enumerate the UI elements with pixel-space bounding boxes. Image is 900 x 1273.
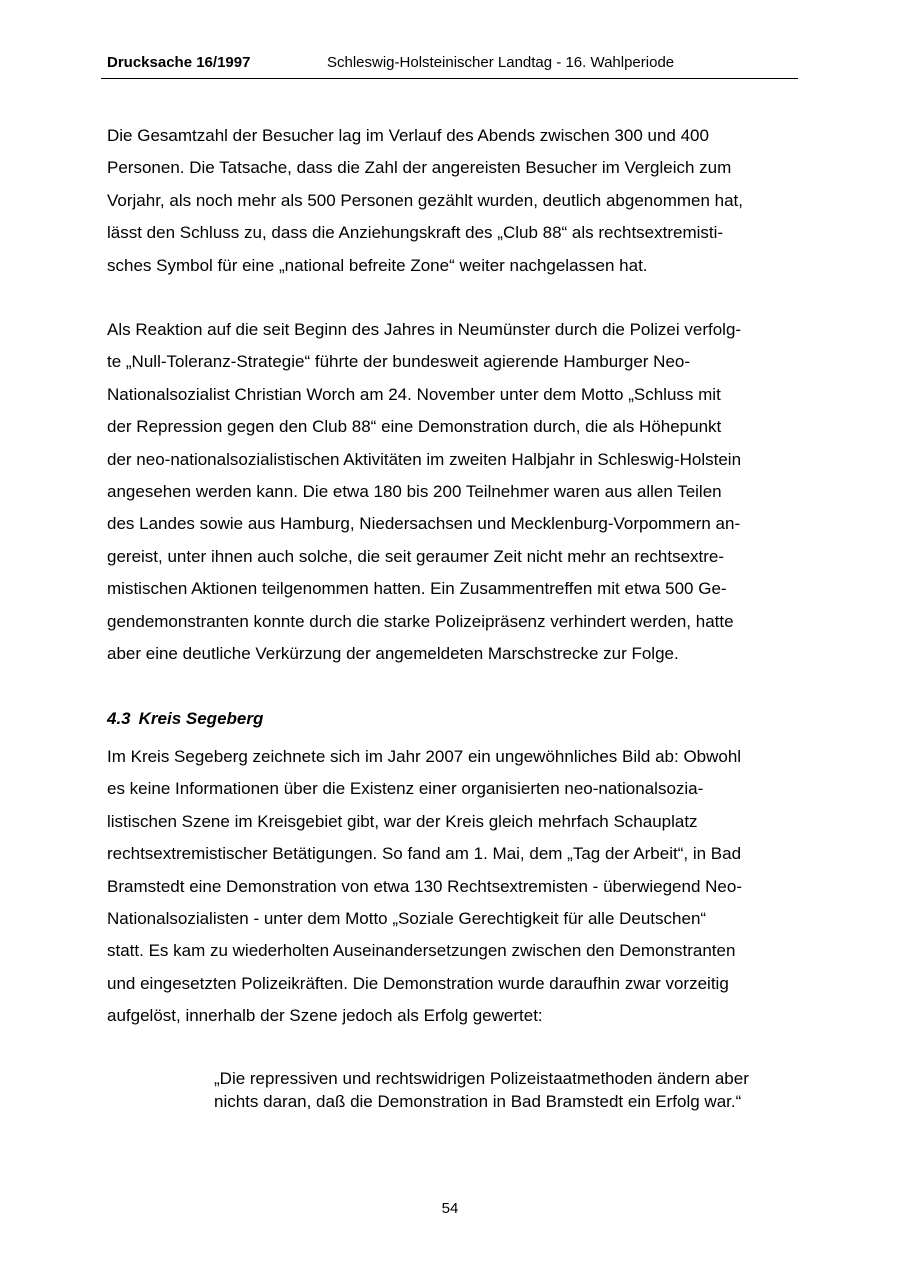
section-heading xyxy=(107,706,263,732)
text-line: gendemonstranten konnte durch die starke Polizeipräsenz verhindert werden, hatte xyxy=(107,611,734,631)
text-line: aber eine deutliche Verkürzung der angemeldeten Marschstrecke zur Folge. xyxy=(107,644,679,664)
text-line: lässt den Schluss zu, dass die Anziehungskraft des „Club 88“ als rechtsextremisti- xyxy=(107,223,724,243)
text-line: Im Kreis Segeberg zeichnete sich im Jahr 2007 ein ungewöhnliches Bild ab: Obwohl xyxy=(107,747,742,766)
section-number: 4.3 xyxy=(107,709,131,728)
text-line: mistischen Aktionen teilgenommen hatten. Ein Zusammentreffen mit etwa 500 Ge- xyxy=(107,579,727,599)
page-header xyxy=(101,52,798,79)
text-line: rechtsextremistischer Betätigungen. So fand am 1. Mai, dem „Tag der Arbeit“, in Bad xyxy=(107,844,742,864)
text-line: des Landes sowie aus Hamburg, Niedersachsen und Mecklenburg-Vorpommern an- xyxy=(107,514,741,534)
text-line: te „Null-Toleranz-Strategie“ führte der bundesweit agierende Hamburger Neo- xyxy=(107,352,691,372)
quote-line: nichts daran, daß die Demonstration in Bad Bramstedt ein Erfolg war.“ xyxy=(214,1091,742,1111)
text-line: es keine Informationen über die Existenz einer organisierten neo-nationalsozia- xyxy=(107,779,704,799)
header-title: Schleswig-Holsteinischer Landtag - 16. Wahlperiode xyxy=(327,54,675,71)
page-number: 54 xyxy=(441,1200,459,1217)
text-line: Personen. Die Tatsache, dass die Zahl der angereisten Besucher im Vergleich zum xyxy=(107,158,732,178)
text-line: Als Reaktion auf die seit Beginn des Jahres in Neumünster durch die Polizei verfolg- xyxy=(107,320,742,339)
text-line: gereist, unter ihnen auch solche, die seit geraumer Zeit nicht mehr an rechtsextre- xyxy=(107,546,725,566)
document-number: Drucksache 16/1997 xyxy=(107,54,251,71)
paragraph-visitors xyxy=(107,120,793,282)
text-line: statt. Es kam zu wiederholten Auseinandersetzungen zwischen den Demonstranten xyxy=(107,941,736,961)
text-line: sches Symbol für eine „national befreite Zone“ weiter nachgelassen hat. xyxy=(107,255,648,275)
quote-line: „Die repressiven und rechtswidrigen Polizeistaatmethoden ändern aber xyxy=(214,1069,749,1088)
text-line: aufgelöst, innerhalb der Szene jedoch als Erfolg gewertet: xyxy=(107,1006,543,1026)
text-line: Die Gesamtzahl der Besucher lag im Verlauf des Abends zwischen 300 und 400 xyxy=(107,126,709,145)
text-line: listischen Szene im Kreisgebiet gibt, war der Kreis gleich mehrfach Schauplatz xyxy=(107,811,698,831)
text-line: und eingesetzten Polizeikräften. Die Demonstration wurde daraufhin zwar vorzeitig xyxy=(107,973,729,993)
text-line: der Repression gegen den Club 88“ eine Demonstration durch, die als Höhepunkt xyxy=(107,417,722,437)
text-line: Bramstedt eine Demonstration von etwa 130 Rechtsextremisten - überwiegend Neo- xyxy=(107,876,742,896)
text-line: der neo-nationalsozialistischen Aktivitäten im zweiten Halbjahr in Schleswig-Holstein xyxy=(107,449,742,469)
paragraph-segeberg xyxy=(107,741,793,1033)
text-line: Nationalsozialist Christian Worch am 24. November unter dem Motto „Schluss mit xyxy=(107,384,721,404)
text-line: Vorjahr, als noch mehr als 500 Personen gezählt wurden, deutlich abgenommen hat, xyxy=(107,190,744,210)
block-quote xyxy=(214,1068,794,1113)
section-title: Kreis Segeberg xyxy=(138,709,264,728)
paragraph-demonstration xyxy=(107,314,793,670)
text-line: Nationalsozialisten - unter dem Motto „Soziale Gerechtigkeit für alle Deutschen“ xyxy=(107,909,707,929)
text-line: angesehen werden kann. Die etwa 180 bis 200 Teilnehmer waren aus allen Teilen xyxy=(107,482,722,502)
